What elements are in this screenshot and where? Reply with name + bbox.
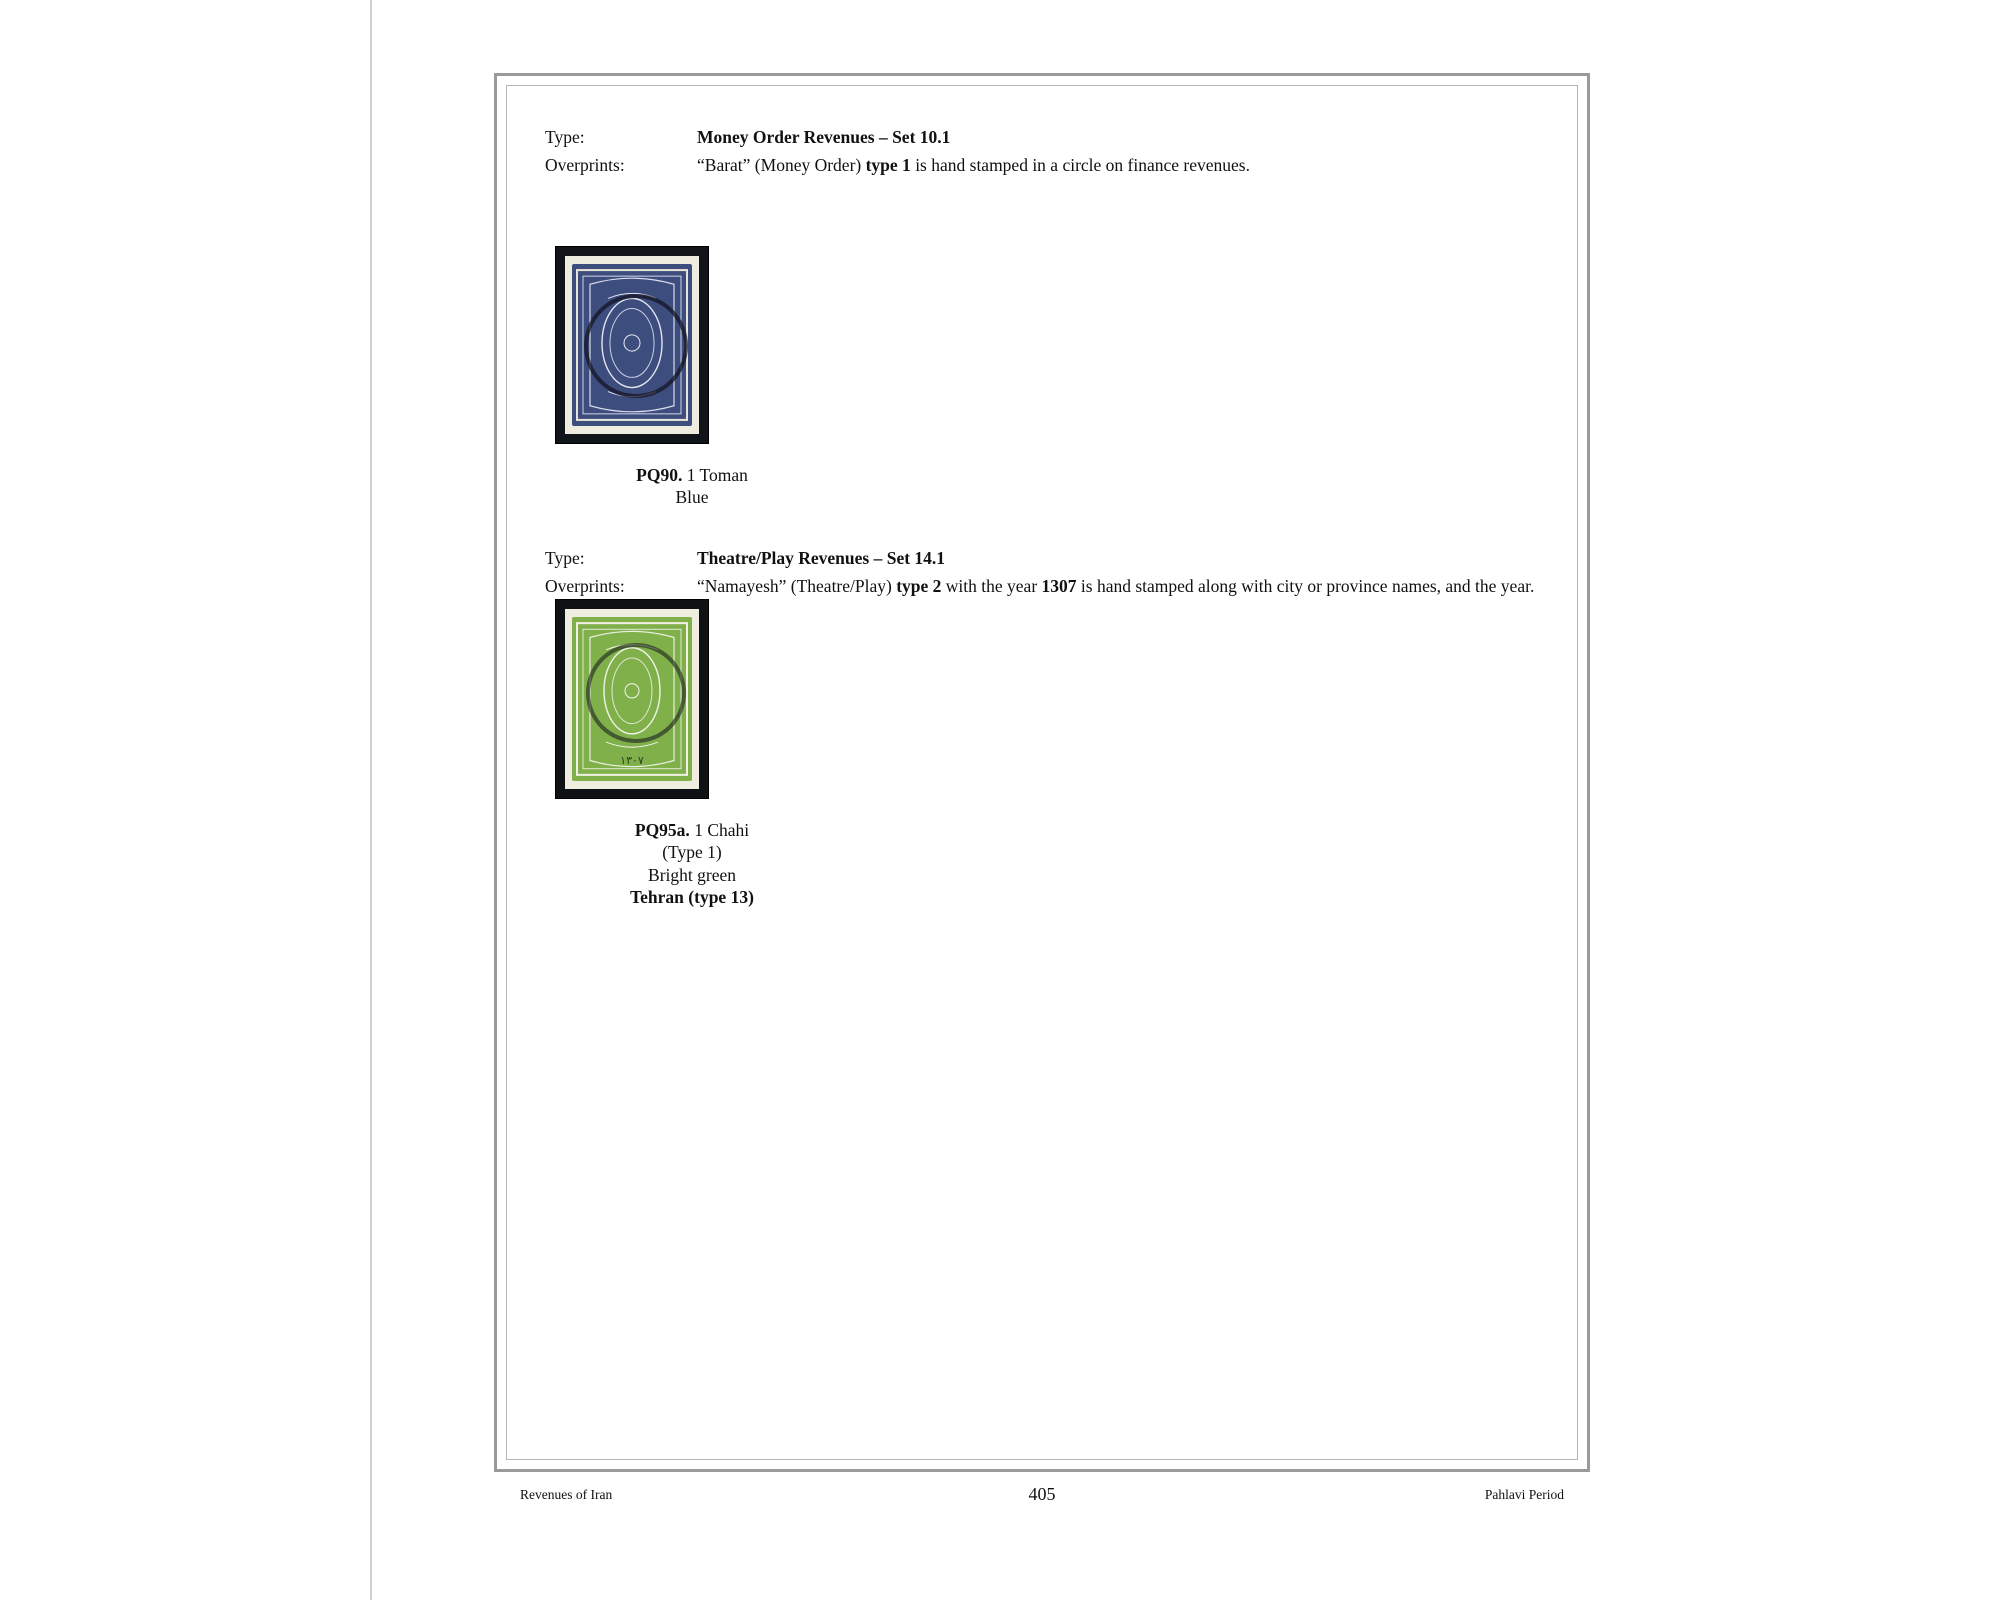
stamp-caption-pq90 bbox=[527, 464, 857, 509]
type-value: Theatre/Play Revenues – Set 14.1 bbox=[697, 548, 946, 568]
page-number: 405 bbox=[1028, 1484, 1056, 1504]
type-label: Type: bbox=[545, 127, 585, 147]
catalog-entry-money-order bbox=[545, 126, 1535, 508]
caption-line-color: Bright green bbox=[648, 864, 736, 885]
page-canvas bbox=[372, 0, 2000, 1600]
overprints-year-bold: 1307 bbox=[1041, 575, 1077, 596]
stamp-frame bbox=[555, 246, 709, 444]
caption-first-line bbox=[527, 819, 857, 841]
overprints-type-bold: type 1 bbox=[865, 154, 911, 175]
overprints-value bbox=[697, 575, 1535, 599]
stamp-design bbox=[572, 264, 692, 426]
footer-section-title: Pahlavi Period bbox=[1484, 1487, 1564, 1502]
cancellation-mark-icon bbox=[584, 294, 688, 398]
caption-line-type: (Type 1) bbox=[662, 842, 722, 863]
stamp-image-pq95a bbox=[555, 599, 709, 799]
catalog-number: PQ95a. bbox=[634, 820, 690, 840]
page-content bbox=[545, 126, 1535, 1396]
type-row bbox=[545, 126, 1535, 150]
stamp-design bbox=[572, 617, 692, 781]
stamp-paper bbox=[565, 256, 699, 434]
overprints-row bbox=[545, 154, 1535, 178]
overprints-suffix: is hand stamped in a circle on finance revenues. bbox=[910, 154, 1250, 175]
caption-first-line bbox=[527, 464, 857, 486]
type-label: Type: bbox=[545, 548, 585, 568]
overprints-label: Overprints: bbox=[545, 154, 625, 175]
overprints-suffix: is hand stamped along with city or province bbox=[1076, 575, 1388, 596]
caption-denomination: 1 Toman bbox=[686, 465, 748, 485]
stamp-caption-pq95a bbox=[527, 819, 857, 909]
overprints-prefix: “Barat” (Money Order) bbox=[697, 154, 866, 175]
type-value: Money Order Revenues – Set 10.1 bbox=[697, 127, 951, 147]
overprints-prefix: “Namayesh” (Theatre/Play) bbox=[697, 575, 897, 596]
caption-denomination: 1 Chahi bbox=[694, 820, 750, 840]
catalog-number: PQ90. bbox=[636, 465, 683, 485]
footer-book-title: Revenues of Iran bbox=[520, 1487, 613, 1502]
cancellation-mark-icon bbox=[586, 643, 686, 743]
caption-line-city: Tehran (type 13) bbox=[630, 887, 754, 908]
stamp-paper bbox=[565, 609, 699, 789]
page-footer bbox=[494, 1484, 1590, 1511]
overprints-mid: with the year bbox=[941, 575, 1042, 596]
catalog-entry-theatre-play bbox=[545, 547, 1535, 908]
stamp-denomination-text: ١٣٠٧ bbox=[620, 754, 644, 767]
caption-line-color: Blue bbox=[675, 487, 709, 508]
overprints-type-bold: type 2 bbox=[896, 575, 942, 596]
overprints-label: Overprints: bbox=[545, 575, 625, 596]
overprints-value bbox=[697, 154, 1535, 178]
overprints-row bbox=[545, 575, 1535, 599]
stamp-frame bbox=[555, 599, 709, 799]
scan-left-margin bbox=[0, 0, 372, 1600]
type-row bbox=[545, 547, 1535, 571]
stamp-image-pq90 bbox=[555, 246, 709, 444]
page-sheet bbox=[494, 73, 1590, 1472]
overprints-line-2: names, and the year. bbox=[1391, 575, 1535, 596]
